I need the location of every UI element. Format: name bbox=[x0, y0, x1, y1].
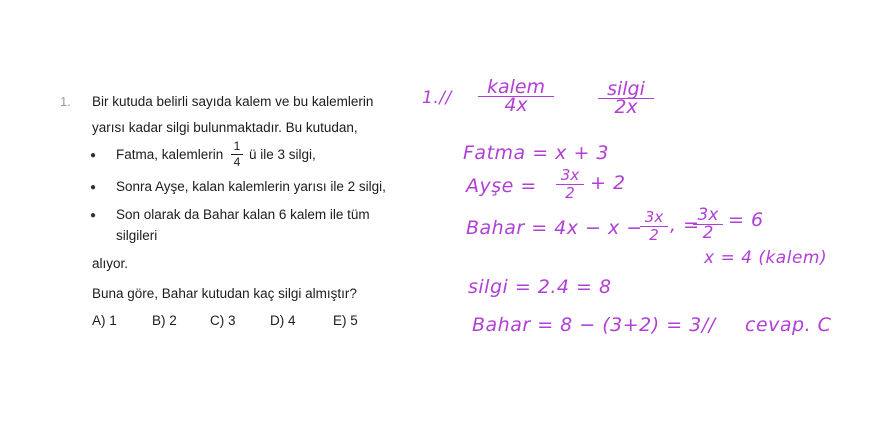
hw-silgi-header bbox=[598, 78, 654, 118]
question-prompt: Buna göre, Bahar kutudan kaç silgi almıştır? bbox=[92, 286, 357, 301]
hw-bahar-fraction-2 bbox=[693, 205, 723, 243]
hw-bahar-fraction-1 bbox=[640, 210, 668, 243]
hw-kalem-expr: 4x bbox=[504, 94, 528, 116]
option-c: C) 3 bbox=[210, 313, 236, 328]
question-line-2: yarısı kadar silgi bulunmaktadır. Bu kutudan, bbox=[92, 120, 358, 135]
bullet-2-text: Sonra Ayşe, kalan kalemlerin yarısı ile 2 silgi, bbox=[116, 179, 386, 194]
hw-silgi: silgi = 2.4 = 8 bbox=[468, 276, 612, 298]
fraction-denominator: 4 bbox=[233, 155, 241, 169]
hw-bahar-post: = 6 bbox=[728, 209, 764, 231]
hw-kalem-header bbox=[478, 76, 554, 116]
hw-silgi-word: silgi bbox=[607, 78, 645, 100]
question-number: 1. bbox=[60, 94, 71, 109]
hw-bahar-frac1-num: 3x bbox=[644, 208, 664, 226]
hw-bahar-mid: , = bbox=[670, 214, 700, 236]
hw-silgi-expr: 2x bbox=[614, 96, 638, 118]
question-line-after: alıyor. bbox=[92, 256, 129, 271]
hw-ayse-num: 3x bbox=[560, 166, 580, 184]
hw-bahar-final: Bahar = 8 − (3+2) = 3// bbox=[472, 314, 716, 336]
hw-ayse-den: 2 bbox=[565, 184, 575, 202]
option-d: D) 4 bbox=[270, 313, 296, 328]
question-line-1: Bir kutuda belirli sayıda kalem ve bu kalemlerin bbox=[92, 94, 374, 109]
hw-bahar: Bahar = 4x − x − bbox=[466, 217, 643, 239]
option-b: B) 2 bbox=[152, 313, 177, 328]
hw-ayse: Ayşe = bbox=[466, 175, 537, 197]
bullet-dot-1: ● bbox=[90, 150, 97, 161]
bullet-1-text-after: ü ile 3 silgi, bbox=[249, 147, 316, 162]
hw-answer: cevap. C bbox=[745, 314, 832, 336]
hw-bahar-frac2-num: 3x bbox=[697, 205, 719, 225]
option-e: E) 5 bbox=[333, 313, 358, 328]
bullet-dot-3: ● bbox=[90, 210, 97, 221]
hw-ayse-fraction bbox=[556, 168, 584, 201]
bullet-3-text-cont: silgileri bbox=[116, 228, 158, 243]
hw-x-result: x = 4 (kalem) bbox=[704, 248, 828, 268]
fraction-numerator: 1 bbox=[233, 139, 241, 153]
fraction-one-quarter bbox=[231, 140, 243, 169]
option-a: A) 1 bbox=[92, 313, 117, 328]
hw-label: 1.// bbox=[422, 88, 452, 108]
bullet-dot-2: ● bbox=[90, 182, 97, 193]
bullet-3-text: Son olarak da Bahar kalan 6 kalem ile tüm bbox=[116, 207, 370, 222]
hw-fatma: Fatma = x + 3 bbox=[463, 142, 610, 164]
hw-bahar-frac2-den: 2 bbox=[702, 223, 714, 243]
hw-ayse-post: + 2 bbox=[590, 172, 626, 194]
bullet-1-text: Fatma, kalemlerin bbox=[116, 147, 224, 162]
hw-bahar-frac1-den: 2 bbox=[649, 226, 659, 244]
hw-kalem-word: kalem bbox=[486, 76, 546, 98]
